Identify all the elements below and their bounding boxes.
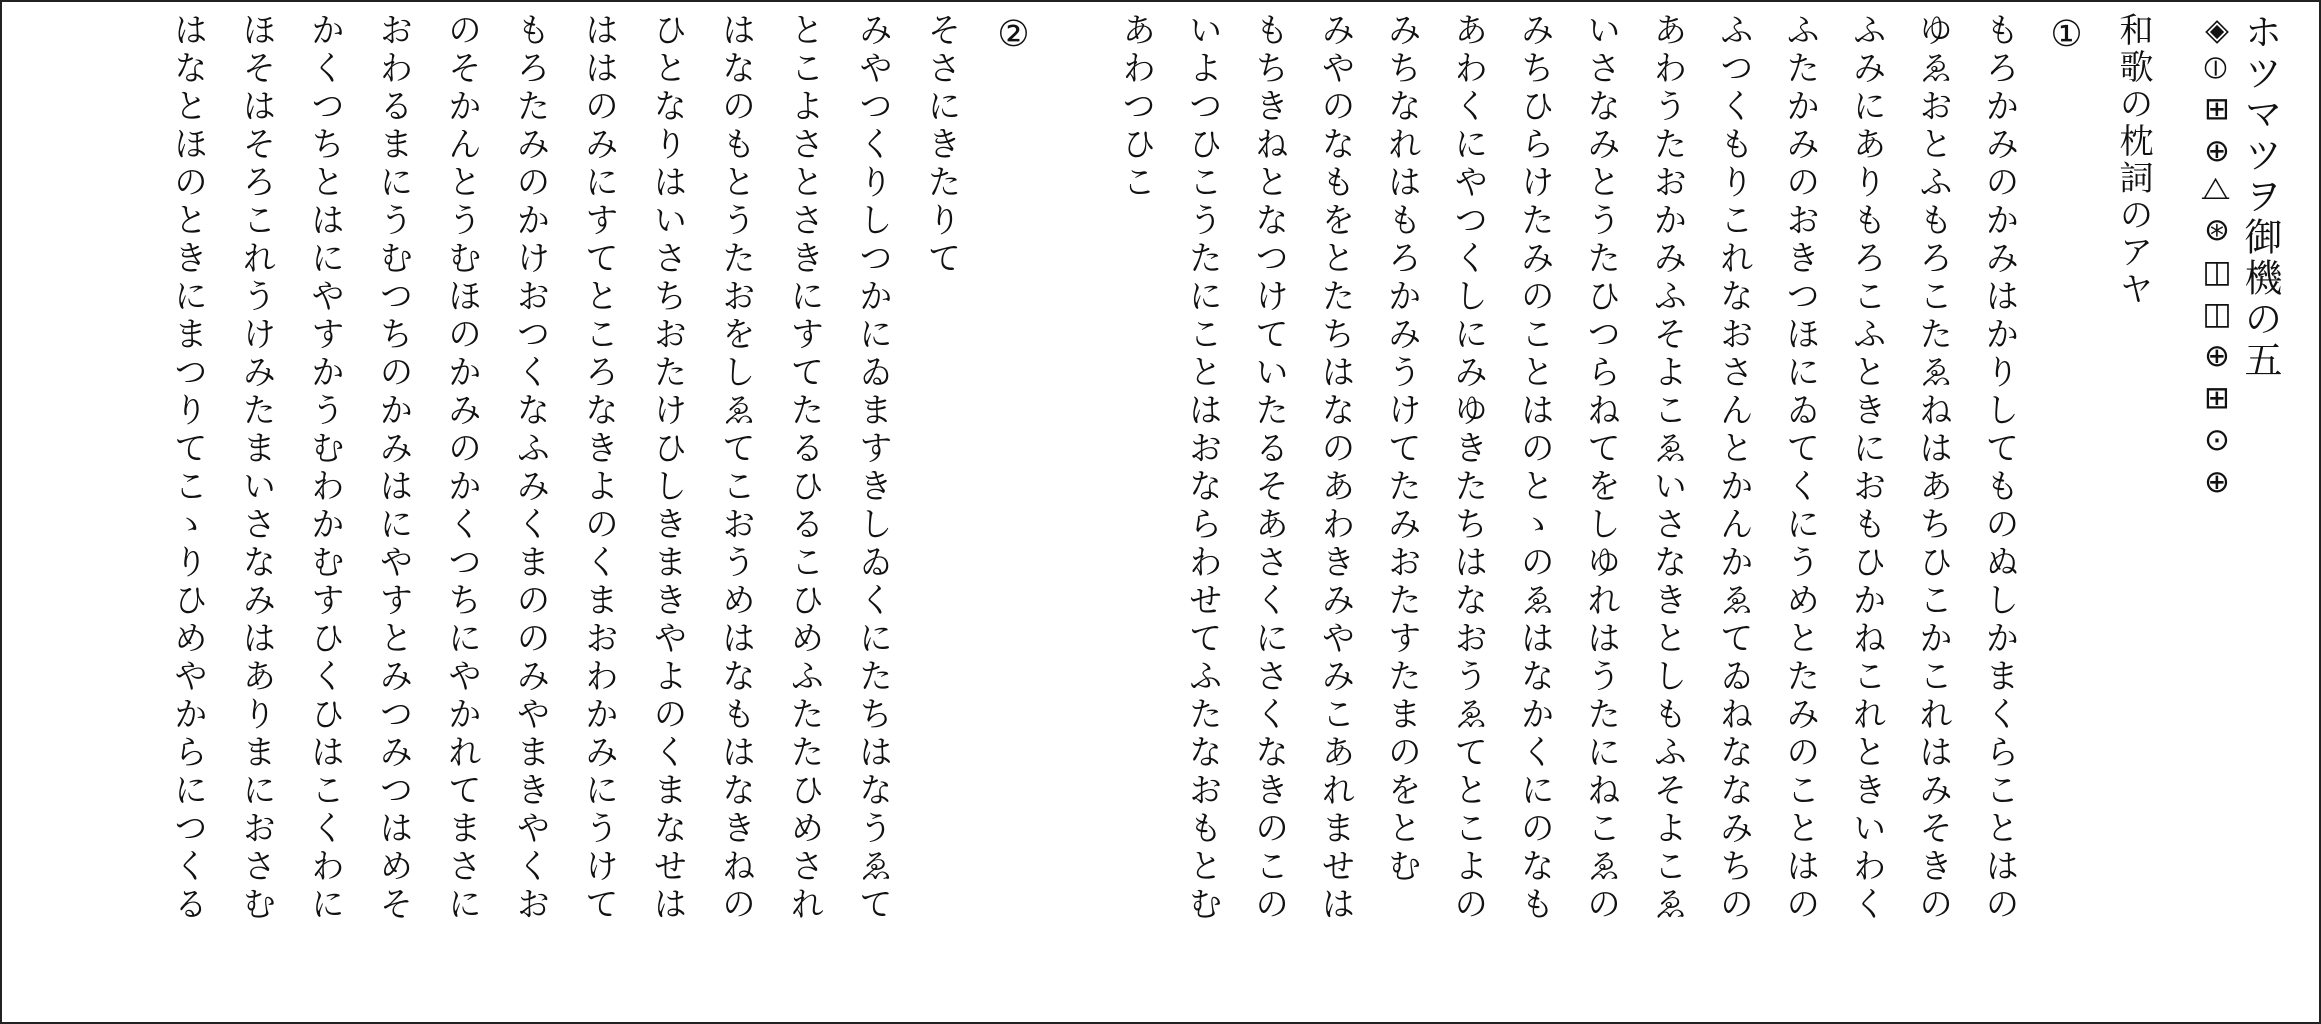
verse-phrase: うゑてとこよの xyxy=(1447,658,1488,924)
verse-phrase: みやのなも xyxy=(1315,12,1355,202)
verse-phrase: うむつちのかみ xyxy=(373,202,413,468)
verse-line xyxy=(713,12,792,924)
document-title: ホツマツヲ御機の五 xyxy=(2238,12,2282,381)
verse-phrase: やからにつくる xyxy=(167,658,208,924)
verse-line xyxy=(439,12,518,924)
verse-phrase: これときいわく xyxy=(1846,658,1887,924)
verse-phrase: そさにきたりて xyxy=(921,12,961,278)
verse-phrase: かみふそよこゑ xyxy=(1647,202,1687,468)
section-1-marker: ① xyxy=(2046,14,2087,55)
verse-phrase: ときにまつりて xyxy=(167,202,208,468)
verse-phrase: いさちおたけひ xyxy=(647,202,687,468)
verse-phrase: わかみにうけて xyxy=(578,658,619,924)
verse-phrase: こゝりひめ xyxy=(167,468,208,658)
verse-line xyxy=(302,12,381,924)
verse-phrase: ふたなおもとむ xyxy=(1182,658,1223,924)
verse-phrase: たちはなお xyxy=(1447,468,1488,658)
verse-phrase: はなのもと xyxy=(715,12,756,202)
verse-phrase: ははのみに xyxy=(578,12,619,202)
verse-phrase: ゆゑおとふ xyxy=(1912,12,1953,202)
verse-phrase: いさなきと xyxy=(1647,468,1687,658)
verse-phrase: まくらことはの xyxy=(1979,658,2019,924)
verse-phrase: あわつひこ xyxy=(1115,12,1156,202)
verse-phrase: ものぬしか xyxy=(1979,468,2019,658)
verse-phrase: あわうたお xyxy=(1647,12,1687,202)
verse-phrase: うたおをしゑて xyxy=(715,202,756,468)
verse-phrase: しきまきや xyxy=(647,468,687,658)
verse-line xyxy=(233,12,312,924)
verse-phrase: あわくにや xyxy=(1447,12,1488,202)
verse-phrase: ふみにあり xyxy=(1846,12,1887,202)
verse-phrase: はにやすと xyxy=(373,468,413,658)
verse-phrase: あちひこか xyxy=(1912,468,1953,658)
verse-phrase: ひとなりは xyxy=(647,12,687,202)
verse-phrase: くひはこくわに xyxy=(304,658,345,924)
verse-phrase: あわきみや xyxy=(1315,468,1355,658)
verse-phrase: つくしにみゆき xyxy=(1447,202,1488,468)
verse-phrase: たみのことはの xyxy=(1779,658,1820,924)
verse-phrase: これなおさんと xyxy=(1713,202,1754,468)
verse-phrase: とこよさと xyxy=(784,12,824,202)
verse-phrase: かけおつくなふ xyxy=(510,202,550,468)
verse-phrase: をしゆれは xyxy=(1580,468,1621,658)
verse-phrase: みちなれは xyxy=(1381,12,1422,202)
verse-phrase: みやつくり xyxy=(852,12,893,202)
verse-phrase: さくなきのこの xyxy=(1248,658,1289,924)
verse-phrase: しもふそよこゑ xyxy=(1647,658,1687,924)
verse-phrase: おきつほにゐて xyxy=(1779,202,1820,468)
verse-phrase: かくつちと xyxy=(304,12,345,202)
verse-phrase: これはみそきの xyxy=(1912,658,1953,924)
verse-phrase: みこあれませは xyxy=(1315,658,1355,924)
verse-phrase: よのくまお xyxy=(578,468,619,658)
verse-phrase: もろこたゑねは xyxy=(1912,202,1953,468)
verse-phrase: うたひつらねて xyxy=(1580,202,1621,468)
verse-line xyxy=(850,12,929,924)
verse-phrase: ゐねななみちの xyxy=(1713,658,1754,924)
verse-phrase: うたにことはお xyxy=(1182,202,1223,468)
verse-phrase: みちひらけ xyxy=(1514,12,1555,202)
verse-phrase: もろかみうけて xyxy=(1381,202,1422,468)
verse-phrase: たちはなうゑて xyxy=(852,658,893,924)
verse-phrase: きしゐくに xyxy=(852,468,893,658)
verse-phrase: のそかんと xyxy=(441,12,482,202)
verse-line xyxy=(576,12,655,924)
verse-phrase: もろかみの xyxy=(1979,12,2019,202)
verse-line xyxy=(644,12,723,924)
verse-phrase: みやまきやくお xyxy=(510,658,550,924)
verse-phrase: いさなみは xyxy=(236,468,276,658)
verse-phrase: はなとほの xyxy=(167,12,208,202)
verse-phrase: なもはなきねの xyxy=(715,658,756,924)
verse-phrase: よのくまなせは xyxy=(647,658,687,924)
verse-phrase: ふつくもり xyxy=(1713,12,1754,202)
verse-phrase: ひるこひめ xyxy=(784,468,824,658)
verse-phrase: みつみつはめそ xyxy=(373,658,413,924)
verse-phrase: をとたちはなの xyxy=(1315,202,1355,468)
verse-phrase: うむほのかみの xyxy=(441,202,482,468)
verse-phrase: たみのことはの xyxy=(1514,202,1555,468)
verse-phrase: ふたかみの xyxy=(1779,12,1820,202)
verse-phrase: みくまのの xyxy=(510,468,550,658)
verse-phrase: こおうめは xyxy=(715,468,756,658)
verse-phrase: ふたたひめされ xyxy=(784,658,824,924)
verse-line xyxy=(1113,12,1159,202)
verse-phrase: たまのをとむ xyxy=(1381,658,1422,886)
verse-phrase: うたにねこゑの xyxy=(1580,658,1621,924)
verse-phrase: かみはかりして xyxy=(1979,202,2019,468)
verse-phrase: なつけていたる xyxy=(1248,202,1289,468)
verse-line xyxy=(781,12,860,924)
verse-phrase: おわるまに xyxy=(373,12,413,202)
verse-phrase: くにうめと xyxy=(1779,468,1820,658)
verse-phrase: はにやすかうむ xyxy=(304,202,345,468)
verse-phrase: かんかゑて xyxy=(1713,468,1754,658)
verse-phrase: そあさくに xyxy=(1248,468,1289,658)
verse-line xyxy=(1179,12,1258,924)
document-subtitle: 和歌の枕詞のアヤ xyxy=(2113,12,2153,308)
verse-line xyxy=(370,12,449,924)
verse-phrase: しつかにゐます xyxy=(852,202,893,468)
verse-line xyxy=(507,12,586,924)
verse-phrase: いさなみと xyxy=(1580,12,1621,202)
verse-phrase: わかむすひ xyxy=(304,468,345,658)
verse-line xyxy=(165,12,244,924)
verse-phrase: かくつちに xyxy=(441,468,482,658)
verse-phrase: もちきねと xyxy=(1248,12,1289,202)
verse-phrase: ありまにおさむ xyxy=(236,658,276,924)
verse-phrase: ならわせて xyxy=(1182,468,1223,658)
wotsuma-script-title: ◈⦶⊞⊕⧍⊛◫◫⊕⊞⊙⊕ xyxy=(2199,12,2235,506)
verse-phrase: なかくにのなも xyxy=(1514,658,1555,924)
verse-phrase: これうけみたま xyxy=(236,202,276,468)
section-2-marker: ② xyxy=(993,14,1034,55)
verse-phrase: もろこふときに xyxy=(1846,202,1887,468)
verse-phrase: すてところなき xyxy=(578,202,619,468)
verse-phrase: たみおたす xyxy=(1381,468,1422,658)
verse-phrase: いよつひこ xyxy=(1182,12,1223,202)
verse-phrase: とゝのゑは xyxy=(1514,468,1555,658)
verse-phrase: おもひかね xyxy=(1846,468,1887,658)
verse-phrase: もろたみの xyxy=(510,12,550,202)
verse-phrase: ほそはそろ xyxy=(236,12,276,202)
verse-phrase: やかれてまさに xyxy=(441,658,482,924)
verse-phrase: さきにすてたる xyxy=(784,202,824,468)
